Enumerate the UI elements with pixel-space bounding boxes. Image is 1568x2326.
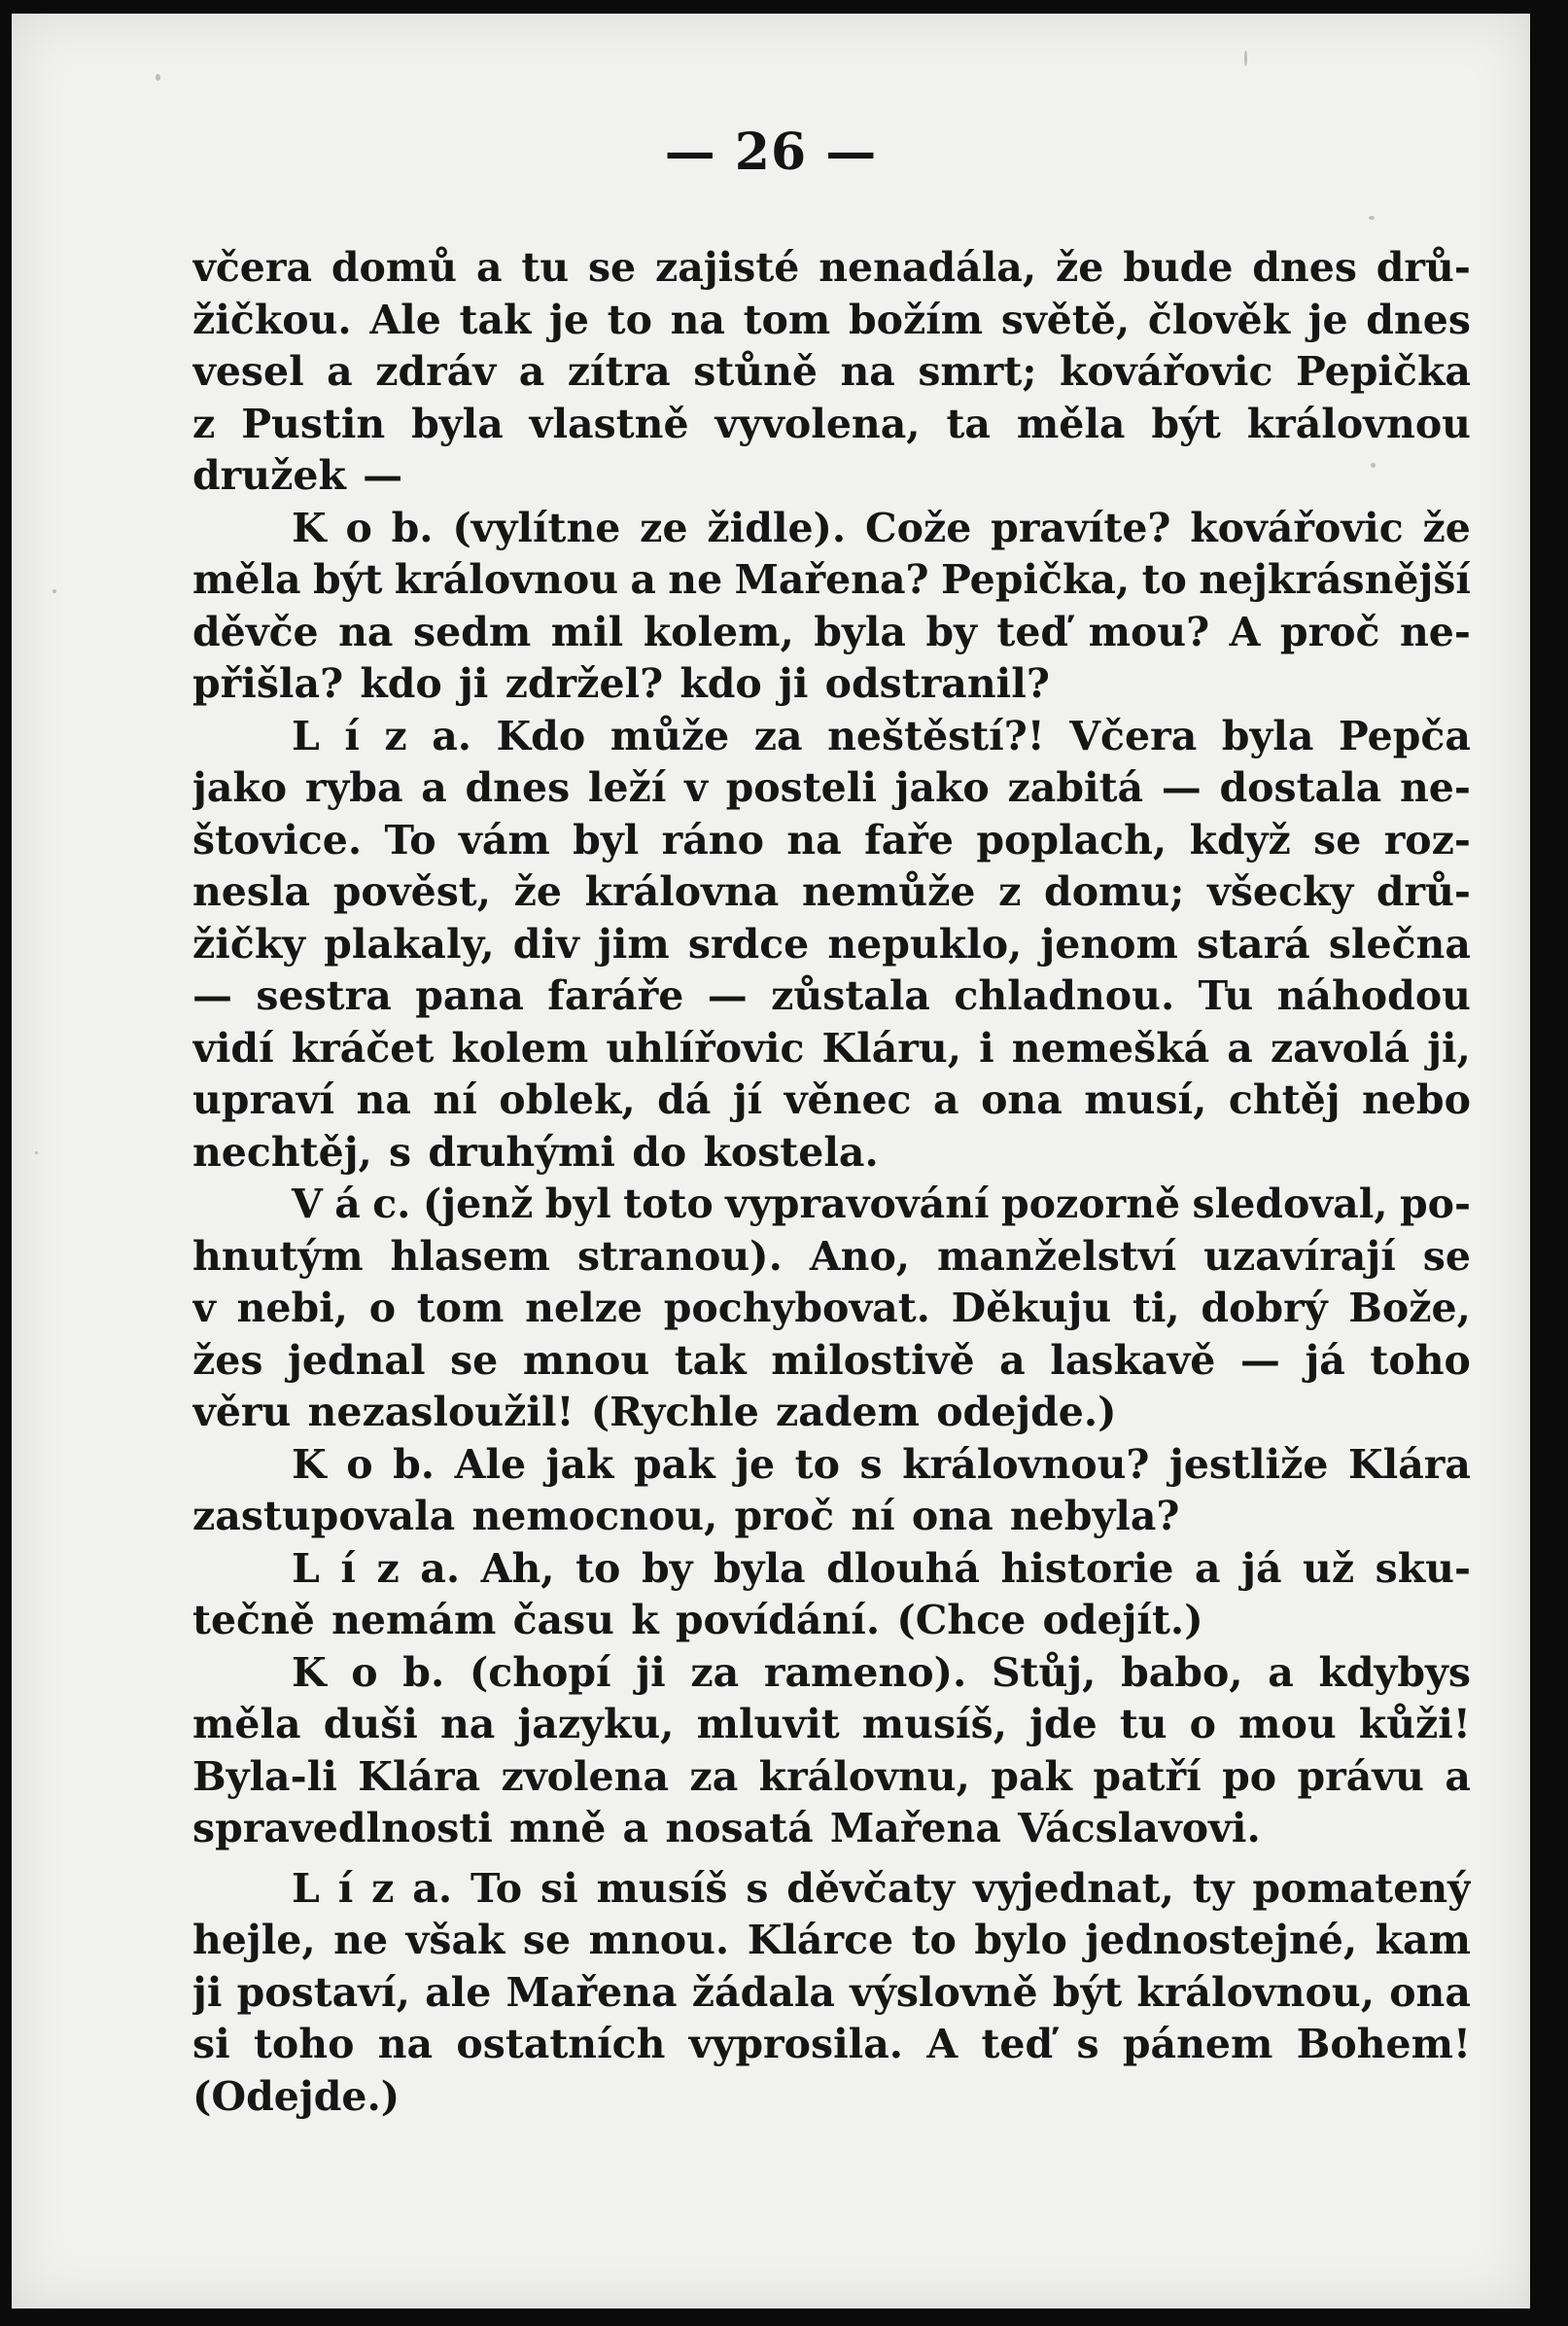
paper-speck	[52, 589, 56, 593]
text-line: K o b. (chopí ji za rameno). Stůj, babo, a kdybys	[292, 1648, 1471, 1696]
paper-speck	[35, 1151, 38, 1154]
text-line: hejle, ne však se mnou. Klárce to bylo jednostejné, kam	[192, 1917, 1471, 1963]
text-line: hnutým hlasem stranou). Ano, manželství uzavírají se	[192, 1232, 1471, 1280]
paper-speck	[156, 74, 160, 81]
text-line: v nebi, o tom nelze pochybovat. Děkuju ti, dobrý Bože,	[192, 1285, 1471, 1331]
book-page	[12, 14, 1530, 2308]
text-line: spravedlnosti mně a nosatá Mařena Vácslavovi.	[192, 1805, 1261, 1851]
play-text-block	[192, 242, 1471, 2123]
text-line: L í z a. Kdo může za neštěstí?! Včera byla Pepča	[292, 712, 1471, 759]
paper-speck	[1369, 216, 1375, 220]
text-line: žičky plakaly, div jim srdce nepuklo, jenom stará slečna	[192, 920, 1471, 968]
text-line: upraví na ní oblek, dá jí věnec a ona musí, chtěj nebo	[192, 1076, 1471, 1123]
text-line: měla duši na jazyku, mluvit musíš, jde tu o mou kůži!	[192, 1701, 1471, 1747]
text-line: nechtěj, s druhými do kostela.	[192, 1128, 879, 1176]
page-number: — 26 —	[664, 123, 878, 182]
text-line: děvče na sedm mil kolem, byla by teď mou? A proč ne-	[192, 608, 1471, 655]
text-line: včera domů a tu se zajisté nenadála, že bude dnes drů-	[192, 244, 1471, 291]
text-line: nesla pověst, že královna nemůže z domu; všecky drů-	[192, 868, 1471, 915]
text-line: V á c. (jenž byl toto vypravování pozorně sledoval, po-	[292, 1181, 1471, 1227]
text-line: ji postaví, ale Mařena žádala výslovně být královnou, ona	[192, 1968, 1471, 2016]
text-line: družek —	[192, 452, 403, 499]
text-line: L í z a. Ah, to by byla dlouhá historie a já už sku-	[292, 1544, 1471, 1592]
text-line: — sestra pana faráře — zůstala chladnou. Tu náhodou	[192, 972, 1471, 1019]
text-line: z Pustin byla vlastně vyvolena, ta měla být královnou	[192, 400, 1471, 447]
text-line: přišla? kdo ji zdržel? kdo ji odstranil?	[192, 660, 1050, 707]
text-line: žičkou. Ale tak je to na tom božím světě, člověk je dnes	[192, 296, 1471, 343]
text-line: tečně nemám času k povídání. (Chce odejít.)	[192, 1597, 1203, 1643]
text-line: věru nezasloužil! (Rychle zadem odejde.)	[192, 1389, 1117, 1435]
text-line: si toho na ostatních vyprosila. A teď s pánem Bohem!	[192, 2021, 1471, 2067]
text-line: vesel a zdráv a zítra stůně na smrt; kovářovic Pepička	[192, 348, 1471, 395]
text-line: jako ryba a dnes leží v posteli jako zabitá — dostala ne-	[192, 764, 1471, 811]
text-line: K o b. (vylítne ze židle). Cože pravíte? kovářovic že	[292, 504, 1471, 551]
text-line: vidí kráčet kolem uhlířovic Kláru, i nemešká a zavolá ji,	[192, 1024, 1471, 1072]
text-line: Byla-li Klára zvolena za královnu, pak patří po právu a	[192, 1752, 1471, 1800]
text-line: měla být královnou a ne Mařena? Pepička, to nejkrásnější	[192, 556, 1471, 603]
text-line: L í z a. To si musíš s děvčaty vyjednat, ty pomatený	[292, 1864, 1471, 1912]
text-line: K o b. Ale jak pak je to s královnou? jestliže Klára	[292, 1440, 1471, 1488]
text-line: štovice. To vám byl ráno na faře poplach, když se roz-	[192, 816, 1471, 863]
text-line: žes jednal se mnou tak milostivě a laskavě — já toho	[192, 1336, 1471, 1384]
text-line: (Odejde.)	[192, 2072, 401, 2120]
paper-speck	[1244, 51, 1247, 66]
text-line: zastupovala nemocnou, proč ní ona nebyla?	[192, 1493, 1180, 1539]
